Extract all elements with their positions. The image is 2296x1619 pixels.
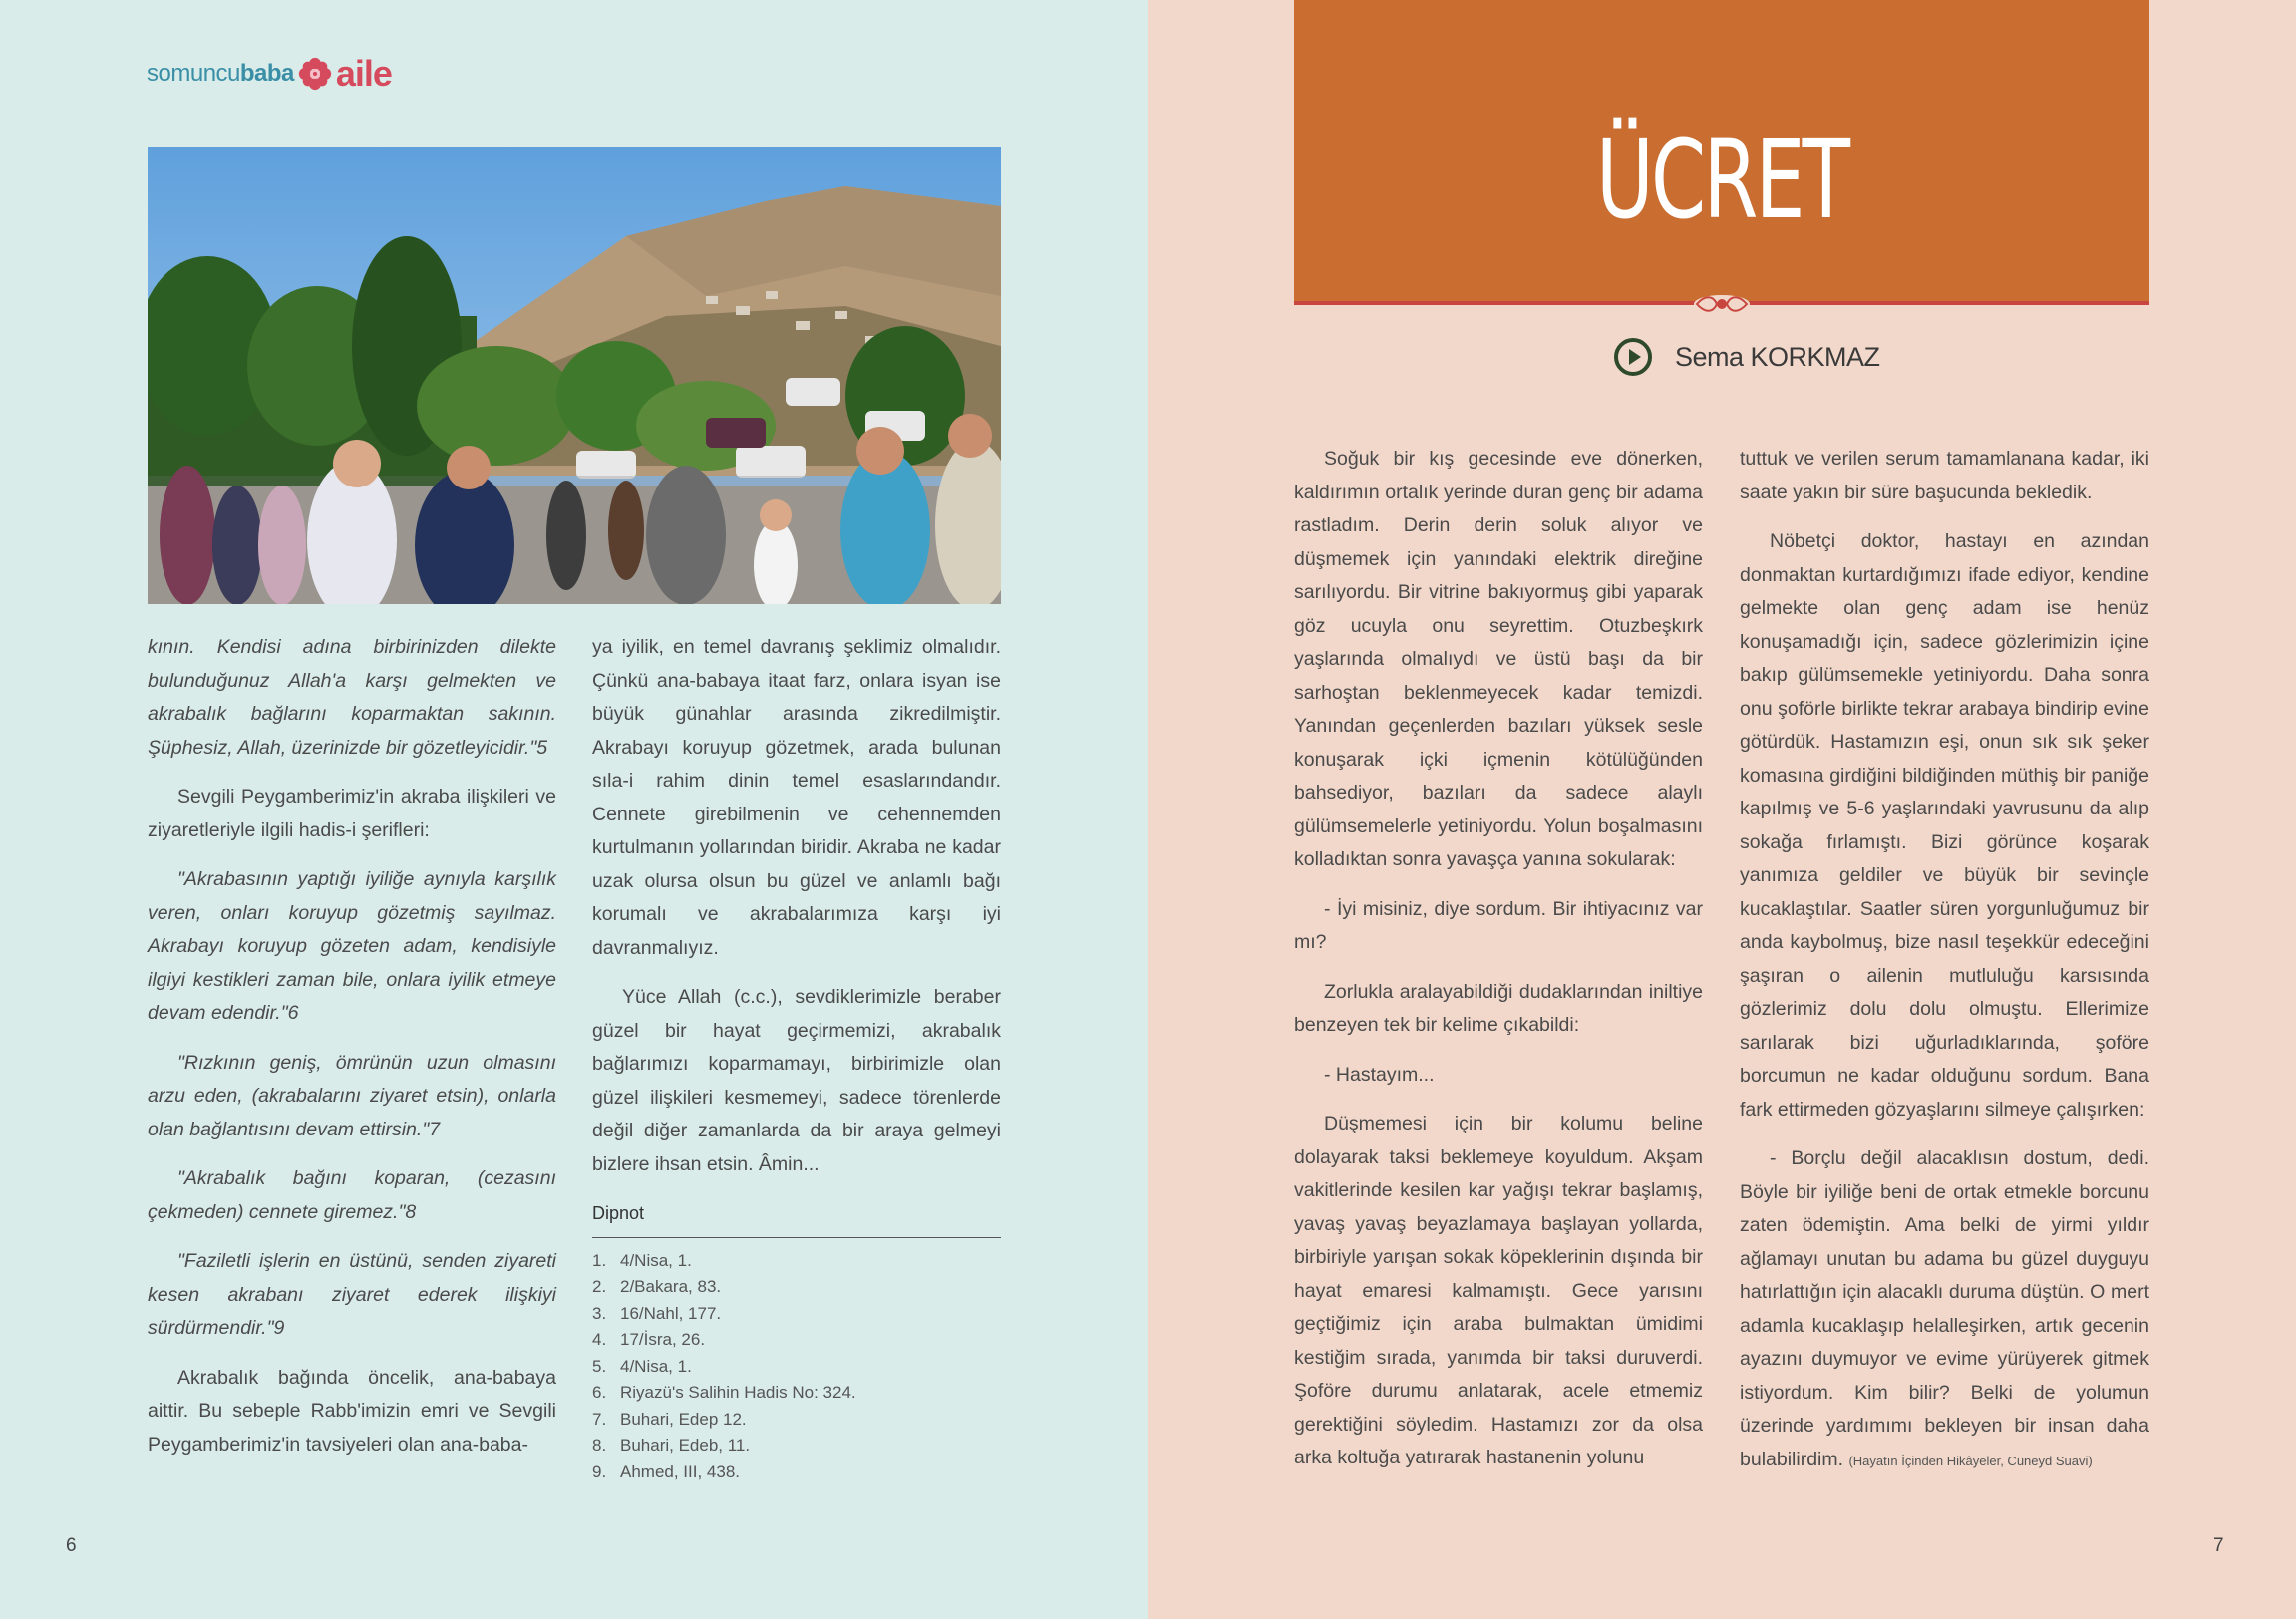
flower-icon xyxy=(298,57,332,91)
footnote-item: 8. Buhari, Edeb, 11. xyxy=(592,1436,751,1455)
footnote-item: 4. 17/İsra, 26. xyxy=(592,1330,706,1349)
logo-text-somuncu: somuncu xyxy=(147,60,240,87)
author-byline xyxy=(1613,337,1880,377)
right-column-2 xyxy=(1740,443,2149,1493)
paragraph: Düşmemesi için bir kolumu beline dolayarak taksi beklemeye koyuldum. Akşam vakitlerinde kesilen kar yağışı tekrar başlamış, yavaş yavaş beyazlamaya başlayan yollarda, birbiriyle yarışan sokak köpeklerinin dışında bir hayat emaresi kalmamıştı. Gece yarısını geçtiğimiz için araba bulmaktan ümidimi kestiğim sırada, yanımda bir taksi duruverdi. Şoföre durumu anlatarak, acele etmemiz gerektiğini söyledim. Hastamızı zor da olsa arka koltuğa yatırarak hastanenin yolunu xyxy=(1294,1113,1703,1468)
footnote-item: 3. 16/Nahl, 177. xyxy=(592,1303,722,1323)
paragraph: Zorlukla aralayabildiği dudaklarından iniltiye benzeyen tek bir kelime çıkabildi: xyxy=(1294,980,1703,1036)
footnote-item: 6. Riyazü's Salihin Hadis No: 324. xyxy=(592,1383,856,1402)
ornament-icon xyxy=(1693,293,1751,315)
footnote-list xyxy=(592,1248,1001,1486)
photo-crowd-mountain-icon xyxy=(148,147,1001,604)
article-title: ÜCRET xyxy=(1595,116,1848,243)
page-number-left: 6 xyxy=(66,1535,77,1556)
footnote-item: 9. Ahmed, III, 438. xyxy=(592,1461,741,1481)
paragraph: "Faziletli işlerin en üstünü, senden ziyareti kesen akrabanı ziyaret ederek ilişkiyi sürdürmendir."9 xyxy=(148,1250,556,1339)
logo-text-aile: aile xyxy=(335,53,392,94)
paragraph: "Akrabasının yaptığı iyiliğe aynıyla karşılık veren, onları koruyup gözetmiş sayılmaz. Akrabayı koruyup gözeten adam, kendisiyle ilgiyi kestikleri zaman bile, onlara iyilik etmeye devam edendir."6 xyxy=(148,868,556,1024)
left-column-2 xyxy=(592,631,1001,1485)
paragraph: Sevgili Peygamberimiz'in akraba ilişkileri ve ziyaretleriyle ilgili hadis-i şerifleri: xyxy=(148,786,556,841)
paragraph: ya iyilik, en temel davranış şeklimiz olmalıdır. Çünkü ana-babaya itaat farz, onlara isyan ise büyük günahlar arasında zikredilmiştir. Akrabayı koruyup gözetmek, arada bulunan sıla-i rahim dinin temel esaslarındandır. Cennete girebilmenin ve cehennemden kurtulmanın yollarından biridir. Akraba ne kadar uzak olursa olsun bu güzel ve anlamlı bağı korumalı ve akrabalarımıza karşı iyi davranmalıyız. xyxy=(592,636,1001,959)
footnote-item: 7. Buhari, Edep 12. xyxy=(592,1409,747,1429)
paragraph-text: - Borçlu değil alacaklısın dostum, dedi. Böyle bir iyiliğe beni de ortak etmekle borcunu zaten ödemiştin. Ama belki de yirmi yıldır ağlamayı unutan bu adama bu güzel duyguyu hatırlattığın için alacaklı duruma düştün. O mert adamla kucaklaşıp helalleşirken, artık gecenin ayazını duymuyor ve evime yürüyerek gitmek istiyordum. Kim bilir? Belki de yolumun üzerinde yardımımı bekleyen bir insan daha bulabilirdim. xyxy=(1740,1147,2149,1470)
logo-text-baba: baba xyxy=(239,60,294,87)
paragraph: Nöbetçi doktor, hastayı en azından donmaktan kurtardığımızı ifade ediyor, kendine gelmekte olan genç adam ise henüz konuşamadığı için, sadece gözlerimizin içine bakıp gülümsemekle yetiniyordu. Daha sonra onu şoförle birlikte tekrar arabaya bindirip evine götürdük. Hastamızın eşi, onun sık sık şeker komasına girdiğini bildiğinden müthiş bir paniğe kapılmış ve 5-6 yaşlarındaki yavrusunu da alıp sokağa fırlamıştı. Bizi görünce koşarak yanımıza geldiler ve büyük bir sevinçle kucaklaştılar. Saatler süren yorgunluğumuz bir anda kaybolmuş, bize nasıl teşekkür edeceğini şaşıran o ailenin mutluluğu karsısında gözlerimiz dolu dolu olmuştu. Ellerimize sarılarak bizi uğurladıklarında, şoföre borcumun ne kadar olduğunu sordum. Bana fark ettirmeden gözyaşlarını silmeye çalışırken: xyxy=(1740,530,2149,1121)
paragraph: - İyi misiniz, diye sordum. Bir ihtiyacınız var mı? xyxy=(1294,897,1703,953)
paragraph: tuttuk ve verilen serum tamamlanana kadar, iki saate yakın bir süre başucunda bekledik. xyxy=(1740,448,2149,503)
paragraph: Yüce Allah (c.c.), sevdiklerimizle beraber güzel bir hayat geçirmemizi, akrabalık bağlarımızı koparmamayı, birbirimizle olan güzel ilişkileri kesmemeyi, sadece törenlerde değil diğer zamanlarda da bir araya gelmeyi bizlere ihsan etsin. Âmin... xyxy=(592,986,1001,1175)
footnote-item: 2. 2/Bakara, 83. xyxy=(592,1277,722,1296)
play-circle-icon xyxy=(1613,337,1653,377)
paragraph: Soğuk bir kış gecesinde eve dönerken, kaldırımın ortalık yerinde duran genç bir adama rastladım. Derin derin soluk alıyor ve düşmemek için yanındaki elektrik direğine sarılıyordu. Bir vitrine bakıyormuş gibi yaparak göz ucuyla onu seyrettim. Otuzbeşkırk yaşlarında olmalıydı ve üstü başı da bir sarhoştan beklenmeyecek kadar temizdi. Yanından geçenlerden bazıları yüksek sesle konuşarak içki içmenin kötülüğünden bahsediyor, bazıları da sadece alaylı gülümsemelerle yetiniyordu. Yolun boşalmasını kolladıktan sonra yavaşça yanına sokularak: xyxy=(1294,448,1703,870)
paragraph: "Rızkının geniş, ömrünün uzun olmasını arzu eden, (akrabalarını ziyaret etsin), onlarla olan bağlantısını devam ettirsin."7 xyxy=(148,1051,556,1140)
paragraph xyxy=(1740,1142,2149,1477)
page-number-right: 7 xyxy=(2213,1535,2224,1556)
left-column-1 xyxy=(148,631,556,1477)
footnote-item: 1. 4/Nisa, 1. xyxy=(592,1250,692,1270)
article-photo xyxy=(148,147,1001,604)
paragraph: Akrabalık bağında öncelik, ana-babaya aittir. Bu sebeple Rabb'imizin emri ve Sevgili Peygamberimiz'in tavsiyeleri olan ana-baba- xyxy=(148,1366,556,1456)
right-column-1 xyxy=(1294,443,1703,1491)
footnote-heading: Dipnot xyxy=(592,1197,1001,1238)
brand-logo[interactable] xyxy=(147,54,392,94)
author-name: Sema KORKMAZ xyxy=(1675,341,1880,372)
footnote-item: 5. 4/Nisa, 1. xyxy=(592,1356,692,1376)
paragraph: kının. Kendisi adına birbirinizden dilekte bulunduğunuz Allah'a karşı gelmekten ve akrabalık bağlarını koparmaktan sakının. Şüphesiz, Allah, üzerinizde bir gözetleyicidir."5 xyxy=(148,636,556,759)
source-citation: (Hayatın İçinden Hikâyeler, Cüneyd Suavi) xyxy=(1848,1453,2093,1468)
paragraph: "Akrabalık bağını koparan, (cezasını çekmeden) cennete giremez."8 xyxy=(148,1167,556,1223)
title-banner xyxy=(1294,0,2149,302)
paragraph: - Hastayım... xyxy=(1324,1063,1435,1086)
